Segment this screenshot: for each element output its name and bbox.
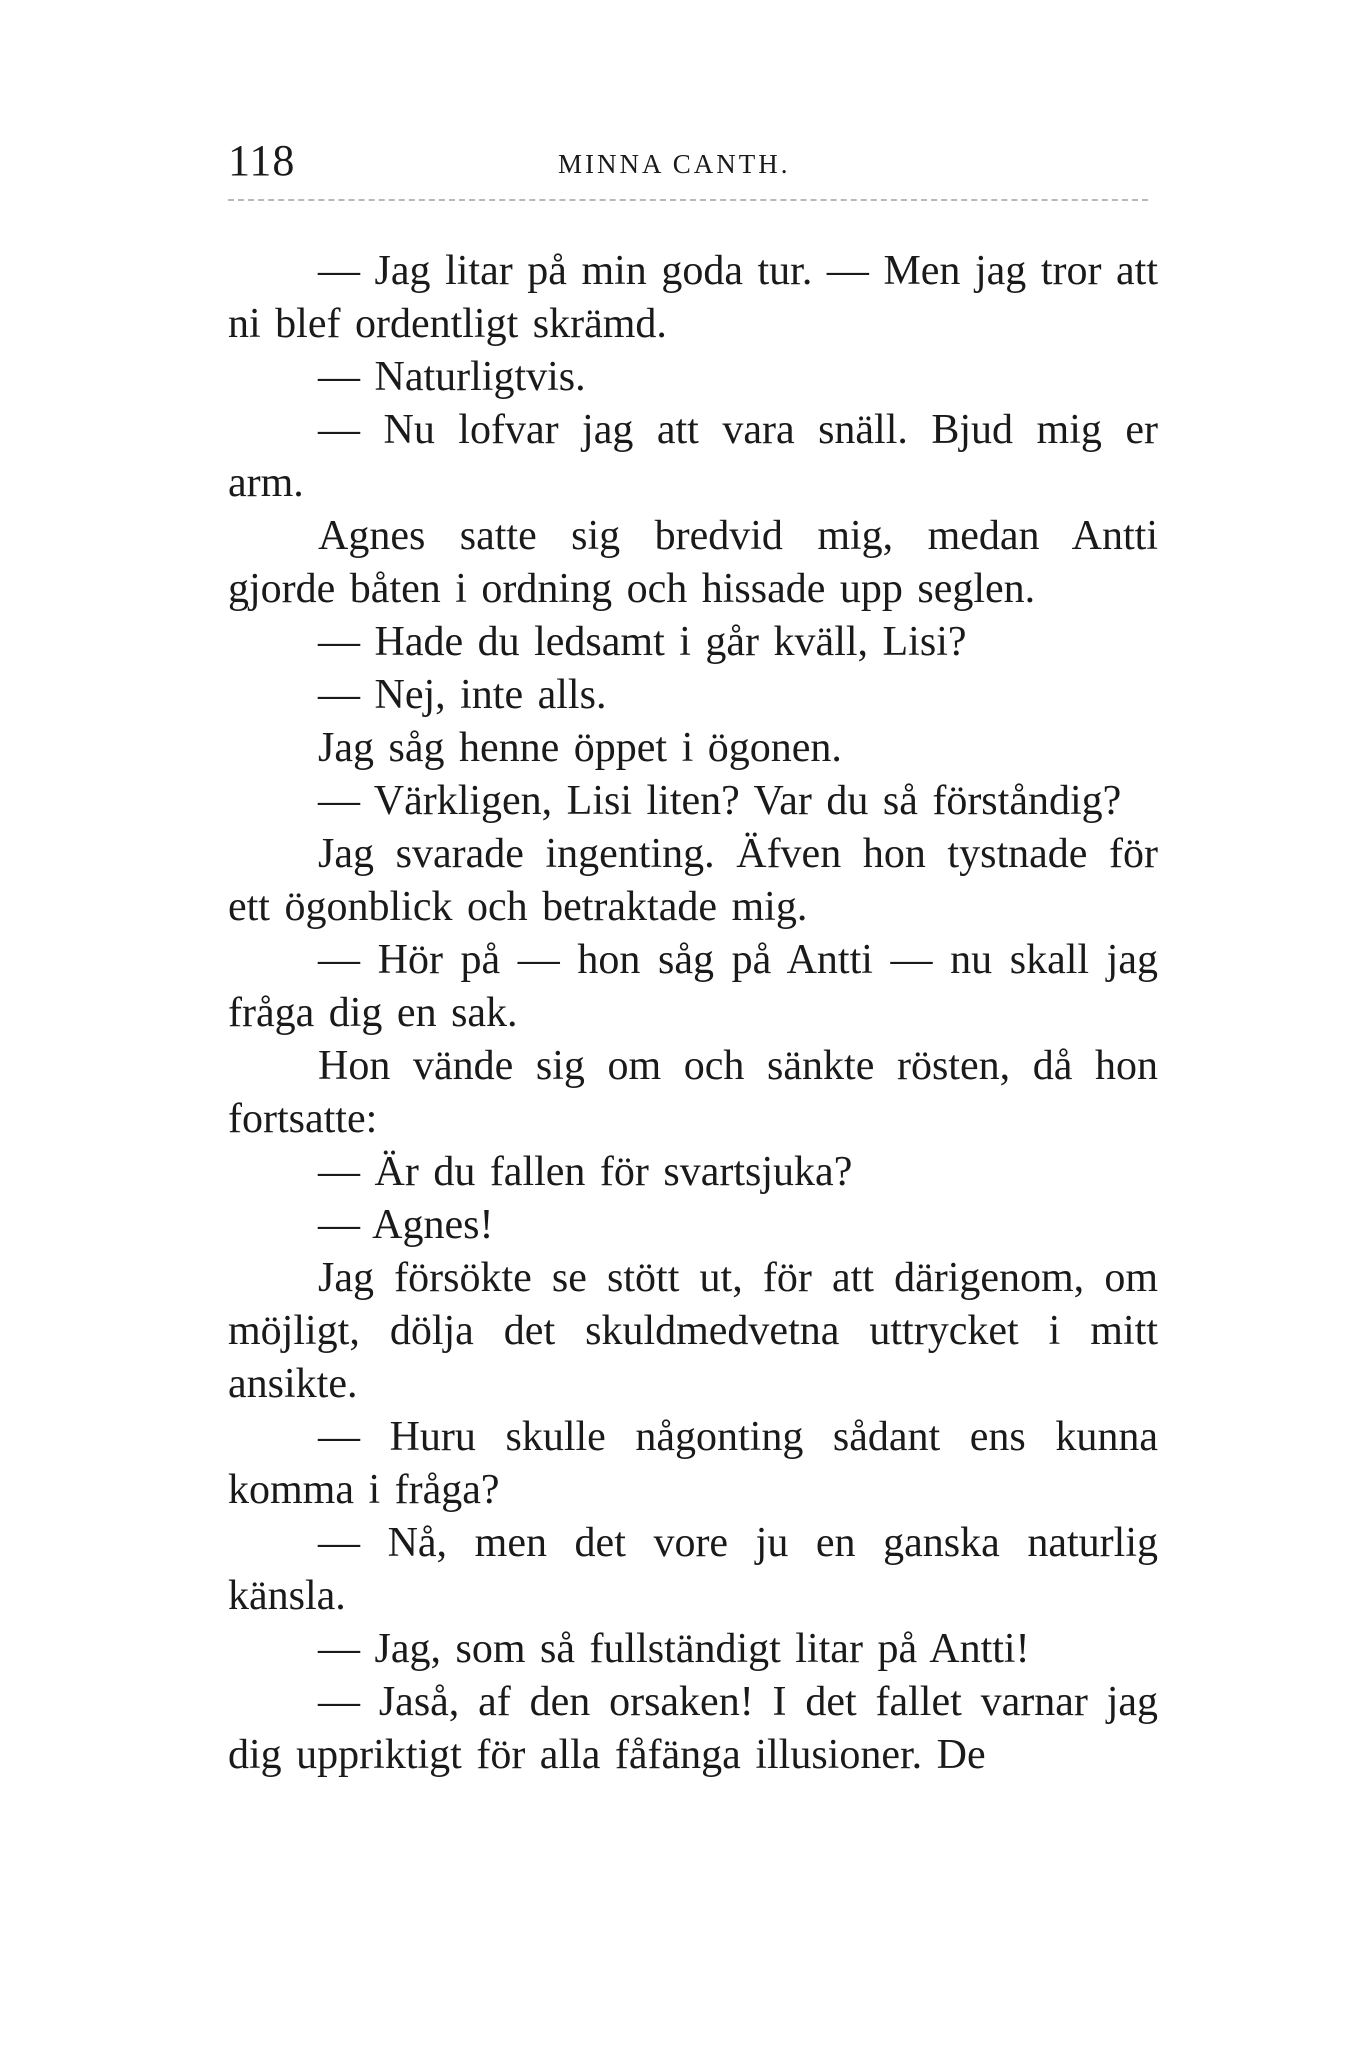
paragraph: — Hade du ledsamt i går kväll, Lisi? bbox=[318, 619, 967, 665]
running-title: MINNA CANTH. bbox=[558, 149, 791, 179]
paragraph: — Naturligtvis. bbox=[318, 354, 586, 400]
paragraph: — Nej, inte alls. bbox=[318, 672, 607, 718]
paragraph: — Är du fallen för svartsjuka? bbox=[318, 1149, 853, 1195]
paragraph: — Nu lofvar jag att vara snäll. Bjud mig er arm. bbox=[228, 407, 1158, 506]
paragraph: Jag försökte se stött ut, för att därigenom, om möjligt, dölja det skuldmedvetna uttrycket i mitt ansikte. bbox=[228, 1255, 1158, 1407]
paragraph: Hon vände sig om och sänkte rösten, då hon fortsatte: bbox=[228, 1043, 1158, 1142]
page-header bbox=[228, 135, 1148, 195]
paragraph: — Värkligen, Lisi liten? Var du så förståndig? bbox=[318, 778, 1122, 824]
paragraph: Agnes satte sig bredvid mig, medan Antti gjorde båten i ordning och hissade upp seglen. bbox=[228, 513, 1158, 612]
paragraph: — Nå, men det vore ju en ganska naturlig känsla. bbox=[228, 1520, 1158, 1619]
paragraph: Jag såg henne öppet i ögonen. bbox=[318, 725, 842, 771]
paragraph: — Jag litar på min goda tur. — Men jag tror att ni blef ordentligt skrämd. bbox=[228, 248, 1158, 347]
body-text bbox=[228, 245, 1158, 1782]
paragraph: — Jag, som så fullständigt litar på Antti! bbox=[318, 1626, 1030, 1672]
page-number: 118 bbox=[228, 136, 296, 185]
header-rule bbox=[228, 199, 1148, 201]
paragraph: — Jaså, af den orsaken! I det fallet varnar jag dig uppriktigt för alla fåfänga illusioner. De bbox=[228, 1679, 1158, 1778]
paragraph: — Huru skulle någonting sådant ens kunna komma i fråga? bbox=[228, 1414, 1158, 1513]
paragraph: Jag svarade ingenting. Äfven hon tystnade för ett ögonblick och betraktade mig. bbox=[228, 831, 1158, 930]
paragraph: — Agnes! bbox=[318, 1202, 494, 1248]
paragraph: — Hör på — hon såg på Antti — nu skall jag fråga dig en sak. bbox=[228, 937, 1158, 1036]
